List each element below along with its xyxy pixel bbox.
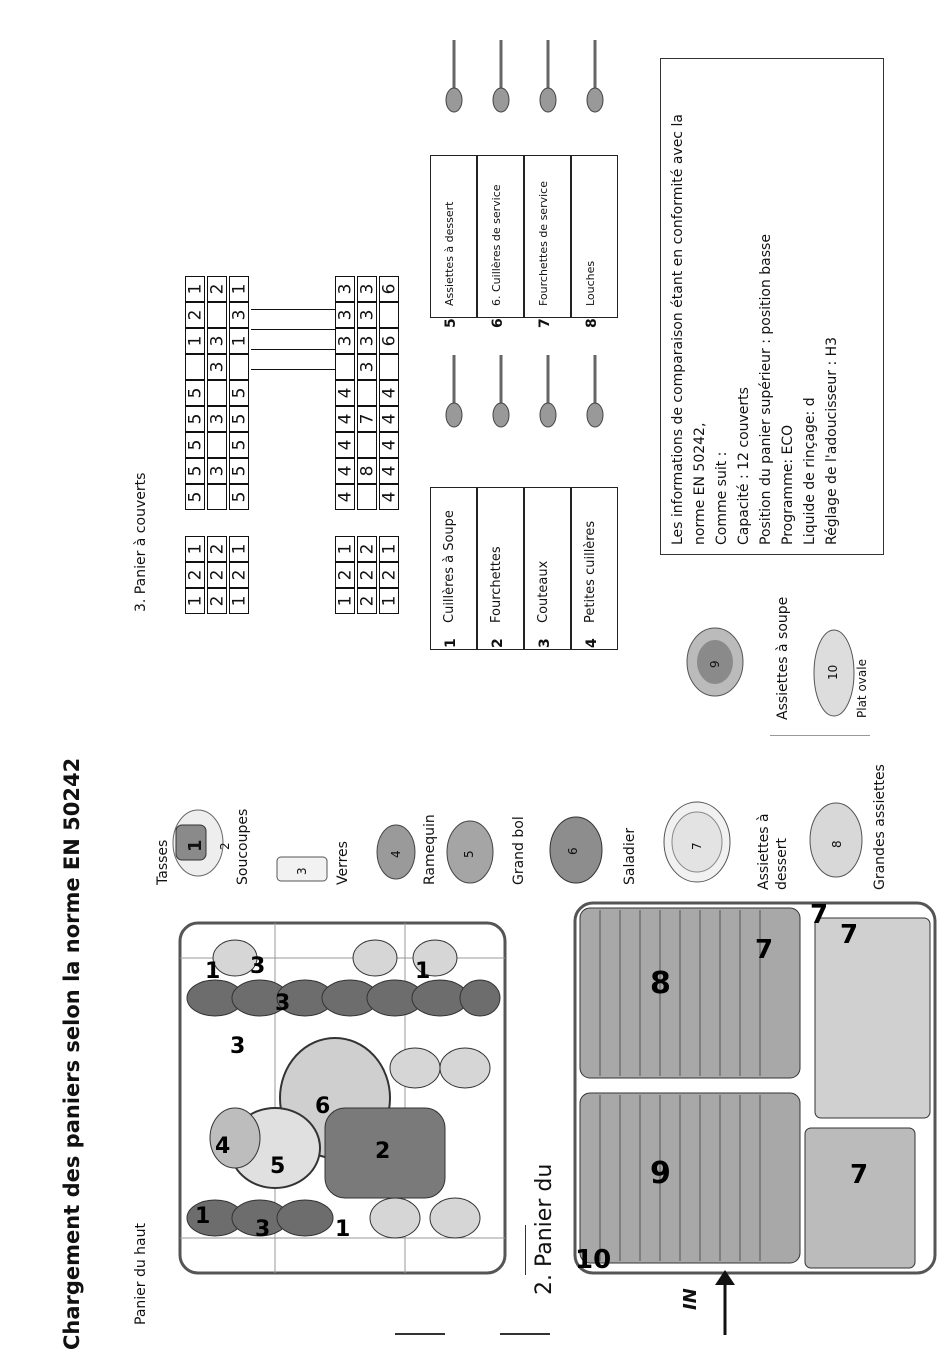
cutlery-grid-cell — [207, 588, 227, 614]
cutlery-item-number: 7 — [537, 318, 553, 328]
cutlery-grid-cell — [335, 328, 355, 354]
cutlery-item-number: 2 — [490, 638, 506, 648]
cutlery-grid-value: 1 — [228, 543, 249, 555]
cutlery-grid-value: 3 — [356, 361, 377, 373]
cutlery-grid-cell — [379, 302, 399, 328]
upper-basket-svg — [175, 918, 510, 1278]
cutlery-grid-cell — [357, 588, 377, 614]
cutlery-grid-value: 7 — [356, 413, 377, 425]
cutlery-grid-cell — [357, 536, 377, 562]
lower-num-9: 9 — [650, 1156, 671, 1191]
cutlery-grid-value: 1 — [228, 335, 249, 347]
cutlery-item-label: Fourchettes — [489, 546, 504, 623]
cutlery-table — [430, 155, 620, 650]
cutlery-grid-cell — [207, 484, 227, 510]
cutlery-grid-value: 1 — [228, 595, 249, 607]
upper-num-3d: 3 — [255, 1217, 271, 1242]
cutlery-grid-value: 6 — [378, 283, 399, 295]
info-line: Liquide de rinçage: d — [802, 397, 818, 545]
cutlery-grid-cell — [335, 406, 355, 432]
lower-num-7d: 7 — [850, 1160, 869, 1190]
lower-num-7c: 7 — [840, 920, 859, 950]
legend-soupe-label: Assiettes à soupe — [775, 596, 791, 720]
cutlery-grid-value: 4 — [334, 413, 355, 425]
cutlery-grid-cell — [207, 562, 227, 588]
cutlery-grid-cell — [379, 484, 399, 510]
cutlery-grid-cell — [229, 406, 249, 432]
cutlery-grid-cell — [335, 484, 355, 510]
cutlery-grid-cell — [207, 536, 227, 562]
cutlery-grid-cell — [229, 302, 249, 328]
cutlery-grid-cell — [379, 328, 399, 354]
cutlery-grid-cell — [379, 406, 399, 432]
cutlery-grid-cell — [185, 484, 205, 510]
cutlery-grid-value: 2 — [206, 543, 227, 555]
legend-grand-bol-label: Grand bol — [511, 816, 527, 885]
cutlery-item-label: Fourchettes de service — [537, 181, 550, 306]
cutlery-grid-cell — [335, 302, 355, 328]
cutlery-grid-cell — [335, 380, 355, 406]
divider-right — [770, 735, 870, 736]
cutlery-grid-value: 3 — [356, 309, 377, 321]
cutlery-item-icon — [528, 350, 568, 430]
cutlery-grid-cell — [335, 276, 355, 302]
cutlery-item-icon — [528, 35, 568, 115]
divider-lower — [525, 1225, 526, 1275]
info-line: Comme suit : — [714, 451, 730, 545]
legend-ramequin-label: Ramequin — [422, 814, 438, 885]
cutlery-grid-cell — [335, 458, 355, 484]
cutlery-grid-cell — [357, 276, 377, 302]
cutlery-item-label: Couteaux — [536, 560, 551, 623]
cutlery-grid-cell — [207, 458, 227, 484]
cutlery-grid-cell — [207, 432, 227, 458]
cutlery-grid-cell — [335, 432, 355, 458]
cutlery-grid-cell — [185, 380, 205, 406]
cutlery-grid-cell — [185, 328, 205, 354]
cutlery-grid-value: 5 — [184, 413, 205, 425]
cutlery-grid-value: 5 — [184, 491, 205, 503]
legend-plat-label: Plat ovale — [855, 659, 869, 718]
cutlery-grid-cell — [357, 354, 377, 380]
cutlery-grid-cell — [335, 354, 355, 380]
legend-num-1: 1 — [185, 839, 206, 852]
cutlery-grid-value: 4 — [378, 465, 399, 477]
cutlery-item-label: Petites cuillères — [583, 520, 598, 623]
cutlery-grid-value: 4 — [334, 439, 355, 451]
footer-line-1 — [395, 1333, 445, 1335]
cutlery-grid-cell — [185, 302, 205, 328]
legend-num-2: 2 — [218, 842, 232, 850]
cutlery-item-label: Assiettes à dessert — [443, 201, 456, 306]
cutlery-grid-value: 1 — [378, 595, 399, 607]
cutlery-grid-value: 4 — [378, 413, 399, 425]
cutlery-grid-cell — [379, 380, 399, 406]
lower-num-7a: 7 — [755, 935, 774, 965]
upper-num-3c: 3 — [230, 1034, 246, 1059]
cutlery-grid-cell — [185, 562, 205, 588]
upper-num-4: 4 — [215, 1134, 231, 1159]
cutlery-grid-connector — [251, 329, 335, 330]
cutlery-grid-cell — [185, 406, 205, 432]
upper-basket-label: Panier du haut — [133, 1223, 149, 1325]
cutlery-grid-cell — [357, 458, 377, 484]
cutlery-grid-cell — [357, 302, 377, 328]
cutlery-grid-cell — [185, 588, 205, 614]
legend-num-7: 7 — [690, 842, 704, 850]
cutlery-grid-cell — [185, 432, 205, 458]
legend-verres-label: Verres — [335, 841, 351, 885]
cutlery-grid-value: 5 — [184, 387, 205, 399]
lower-num-8: 8 — [650, 966, 671, 1001]
legend-saladier-label: Saladier — [622, 827, 638, 885]
cutlery-grid-value: 5 — [228, 413, 249, 425]
cutlery-item-cell — [571, 487, 618, 650]
cutlery-item-number: 4 — [584, 638, 600, 648]
upper-num-6: 6 — [315, 1094, 331, 1119]
cutlery-grid-cell — [207, 328, 227, 354]
cutlery-grid-value: 2 — [184, 309, 205, 321]
cutlery-grid-cell — [379, 354, 399, 380]
cutlery-grid-cell — [229, 276, 249, 302]
upper-num-1b: 1 — [415, 959, 431, 984]
upper-num-1a: 1 — [205, 959, 221, 984]
cutlery-grid-cell — [185, 536, 205, 562]
cutlery-grid-value: 5 — [228, 491, 249, 503]
legend-num-3: 3 — [295, 867, 309, 875]
arrow-up-icon — [705, 1270, 745, 1340]
legend-num-9: 9 — [708, 660, 722, 668]
legend-num-4: 4 — [389, 850, 403, 858]
cutlery-grid-cell — [229, 328, 249, 354]
info-line: Les informations de comparaison étant en conformité avec la — [670, 114, 686, 545]
upper-num-1c: 1 — [195, 1204, 211, 1229]
legend-num-6: 6 — [566, 847, 580, 855]
cutlery-item-icon — [575, 350, 615, 430]
cutlery-grid-cell — [229, 458, 249, 484]
info-line: Réglage de l'adoucisseur : H3 — [824, 336, 840, 545]
cutlery-grid-cell — [229, 432, 249, 458]
cutlery-grid-value: 2 — [206, 595, 227, 607]
cutlery-grid-value: 5 — [184, 465, 205, 477]
cutlery-item-icon — [481, 350, 521, 430]
cutlery-grid-cell — [185, 354, 205, 380]
cutlery-grid-value: 3 — [206, 335, 227, 347]
cutlery-grid-value: 4 — [378, 387, 399, 399]
cutlery-item-icon — [575, 35, 615, 115]
cutlery-grid-cell — [229, 380, 249, 406]
cutlery-grid-value: 2 — [184, 569, 205, 581]
cutlery-grid-cell — [229, 354, 249, 380]
legend-num-8: 8 — [830, 840, 844, 848]
lower-basket-label: 2. Panier du — [532, 1163, 557, 1295]
cutlery-grid-value: 3 — [356, 283, 377, 295]
cutlery-grid-value: 3 — [228, 309, 249, 321]
cutlery-grid-connector — [251, 309, 335, 310]
legend-tasses-label: Tasses — [155, 839, 171, 885]
cutlery-grid-value: 1 — [184, 595, 205, 607]
cutlery-grid-cell — [357, 328, 377, 354]
cutlery-item-number: 5 — [443, 318, 459, 328]
cutlery-grid-value: 1 — [334, 595, 355, 607]
cutlery-grid-value: 2 — [206, 283, 227, 295]
cutlery-item-icon — [481, 35, 521, 115]
cutlery-item-number: 3 — [537, 638, 553, 648]
cutlery-grid — [185, 274, 431, 614]
cutlery-grid-cell — [185, 458, 205, 484]
cutlery-grid-value: 3 — [206, 413, 227, 425]
cutlery-grid-value: 6 — [378, 335, 399, 347]
cutlery-grid-value: 2 — [334, 569, 355, 581]
cutlery-grid-value: 2 — [356, 595, 377, 607]
cutlery-grid-value: 2 — [356, 569, 377, 581]
cutlery-grid-value: 4 — [334, 387, 355, 399]
cutlery-grid-cell — [207, 354, 227, 380]
info-line: norme EN 50242, — [692, 422, 708, 545]
cutlery-grid-value: 5 — [228, 439, 249, 451]
page-title: Chargement des paniers selon la norme EN 50242 — [60, 757, 84, 1350]
cutlery-item-cell — [524, 155, 571, 328]
cutlery-item-cell — [430, 487, 477, 650]
legend-num-5: 5 — [462, 850, 476, 858]
upper-num-3a: 3 — [250, 954, 266, 979]
info-line: Programme: ECO — [780, 424, 796, 545]
cutlery-grid-value: 3 — [206, 465, 227, 477]
legend-dessert-label: Assiettes à dessert — [756, 813, 790, 890]
cutlery-grid-value: 1 — [378, 543, 399, 555]
cutlery-grid-value: 3 — [356, 335, 377, 347]
cutlery-grid-cell — [379, 562, 399, 588]
cutlery-grid-value: 5 — [228, 387, 249, 399]
cutlery-grid-value: 1 — [184, 543, 205, 555]
cutlery-grid-value: 1 — [184, 283, 205, 295]
in-label: IN — [680, 1288, 701, 1310]
cutlery-grid-value: 3 — [206, 361, 227, 373]
cutlery-grid-cell — [357, 432, 377, 458]
cutlery-item-cell — [524, 487, 571, 650]
cutlery-grid-cell — [357, 380, 377, 406]
cutlery-grid-cell — [379, 536, 399, 562]
lower-basket-illustration — [570, 898, 940, 1278]
cutlery-grid-value: 5 — [184, 439, 205, 451]
legend-soucoupes-label: Soucoupes — [235, 808, 251, 885]
cutlery-grid-cell — [379, 432, 399, 458]
cutlery-grid-value: 3 — [334, 335, 355, 347]
cutlery-grid-value: 2 — [356, 543, 377, 555]
cutlery-grid-cell — [229, 484, 249, 510]
lower-num-10: 10 — [575, 1245, 612, 1275]
cutlery-grid-cell — [335, 588, 355, 614]
cutlery-item-number: 6 — [490, 318, 506, 328]
cutlery-grid-value: 8 — [356, 465, 377, 477]
cutlery-item-cell — [477, 155, 524, 328]
cutlery-grid-cell — [229, 562, 249, 588]
cutlery-item-icon — [434, 350, 474, 430]
upper-num-2: 2 — [375, 1139, 391, 1164]
cutlery-grid-value: 1 — [334, 543, 355, 555]
info-line: Capacité : 12 couverts — [736, 387, 752, 545]
cutlery-grid-value: 4 — [334, 465, 355, 477]
cutlery-grid-value: 4 — [378, 491, 399, 503]
cutlery-grid-value: 1 — [228, 283, 249, 295]
cutlery-grid-value: 4 — [378, 439, 399, 451]
cutlery-item-cell — [477, 487, 524, 650]
cutlery-grid-cell — [357, 484, 377, 510]
cutlery-item-cell — [430, 155, 477, 328]
cutlery-grid-value: 4 — [334, 491, 355, 503]
cutlery-grid-connector — [251, 349, 335, 350]
cutlery-grid-cell — [207, 276, 227, 302]
cutlery-item-label: Louches — [584, 260, 597, 306]
cutlery-item-cell — [571, 155, 618, 328]
upper-num-3b: 3 — [275, 991, 291, 1016]
cutlery-grid-cell — [185, 276, 205, 302]
cutlery-grid-cell — [379, 458, 399, 484]
cutlery-grid-cell — [207, 406, 227, 432]
cutlery-item-number: 8 — [584, 318, 600, 328]
cutlery-grid-cell — [229, 588, 249, 614]
cutlery-grid-cell — [379, 276, 399, 302]
cutlery-grid-value: 2 — [228, 569, 249, 581]
cutlery-grid-cell — [229, 536, 249, 562]
info-line: Position du panier supérieur : position basse — [758, 234, 774, 545]
cutlery-grid-cell — [207, 302, 227, 328]
cutlery-grid-cell — [379, 588, 399, 614]
cutlery-item-number: 1 — [443, 638, 459, 648]
cutlery-heading: 3. Panier à couverts — [133, 472, 149, 612]
cutlery-item-icon — [434, 35, 474, 115]
lower-basket-svg — [570, 898, 940, 1278]
cutlery-grid-cell — [335, 536, 355, 562]
cutlery-grid-cell — [357, 406, 377, 432]
cutlery-grid-value: 3 — [334, 309, 355, 321]
footer-line-2 — [500, 1333, 550, 1335]
cutlery-grid-connector — [251, 369, 335, 370]
upper-basket-illustration — [175, 918, 510, 1278]
cutlery-grid-cell — [335, 562, 355, 588]
cutlery-grid-cell — [357, 562, 377, 588]
cutlery-grid-cell — [207, 380, 227, 406]
cutlery-grid-value: 2 — [378, 569, 399, 581]
cutlery-grid-value: 5 — [228, 465, 249, 477]
cutlery-item-label: Cuillères à Soupe — [442, 510, 457, 623]
upper-num-1d: 1 — [335, 1217, 351, 1242]
cutlery-item-label: 6. Cuillères de service — [490, 184, 503, 306]
lower-num-7b: 7 — [810, 900, 829, 930]
legend-num-10: 10 — [826, 664, 840, 680]
cutlery-grid-value: 2 — [206, 569, 227, 581]
cutlery-grid-value: 3 — [334, 283, 355, 295]
in-arrow — [705, 1270, 745, 1344]
upper-num-5: 5 — [270, 1154, 286, 1179]
cutlery-grid-value: 1 — [184, 335, 205, 347]
legend-grandes-label: Grandes assiettes — [872, 764, 888, 890]
